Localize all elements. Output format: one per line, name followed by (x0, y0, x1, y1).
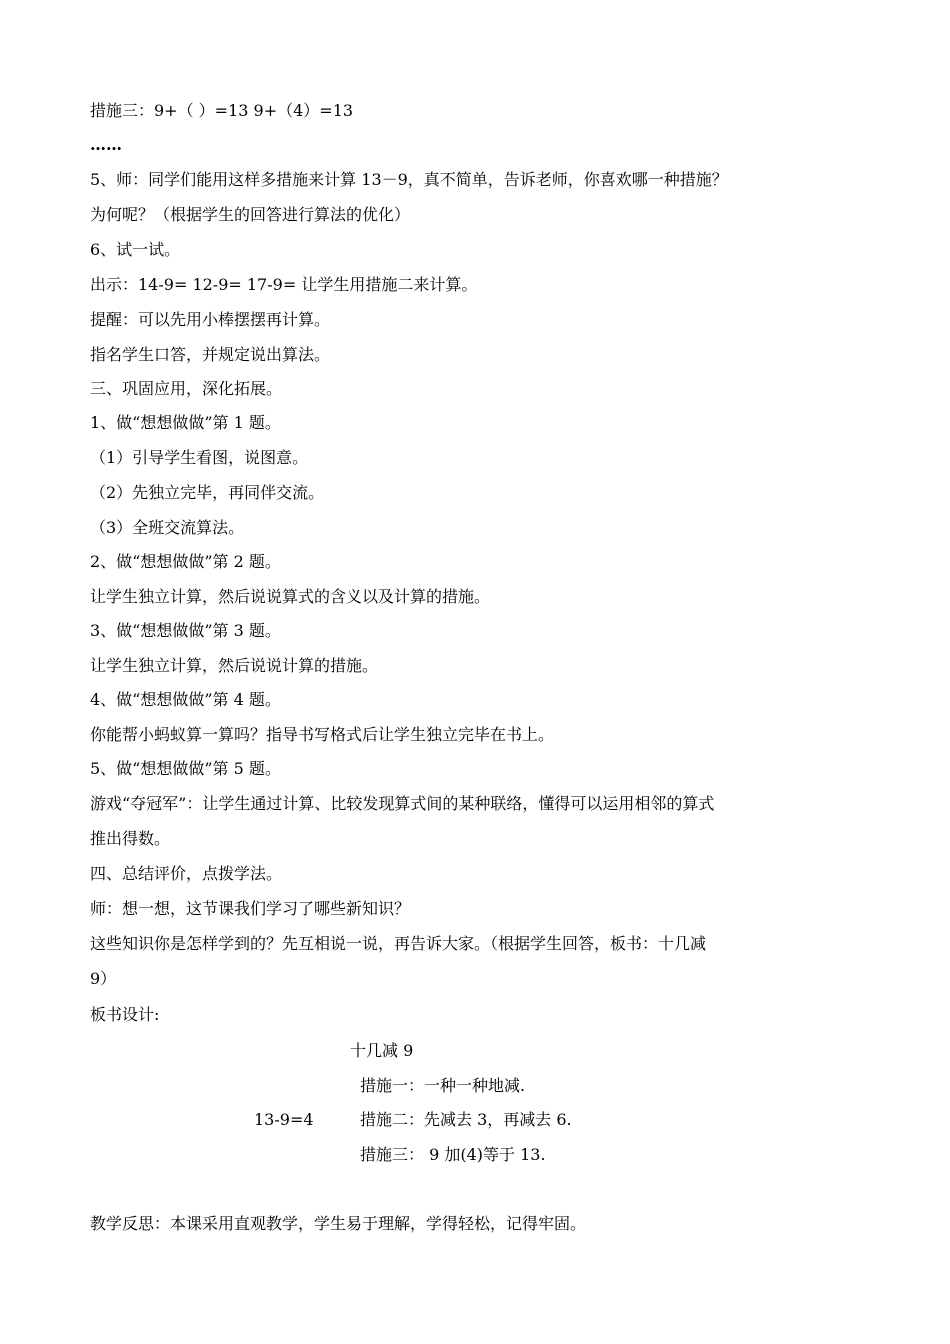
ellipsis-line: …… (90, 135, 122, 154)
sub-item: （2）先独立完毕，再同伴交流。 (90, 483, 325, 502)
section-item: 1、做“想想做做”第 1 题。 (90, 413, 281, 432)
board-title: 十几减 9 (350, 1041, 414, 1060)
section-item: 2、做“想想做做”第 2 题。 (90, 552, 281, 571)
board-design-label: 板书设计: (90, 1005, 160, 1024)
section-item: 6、试一试。 (90, 240, 181, 259)
section-item: 5、做“想想做做”第 5 题。 (90, 759, 281, 778)
board-method-three: 措施三： 9 加(4)等于 13. (360, 1145, 546, 1164)
text-line: 这些知识你是怎样学到的？先互相说一说，再告诉大家。（根据学生回答，板书：十几减 (90, 934, 707, 953)
teaching-reflection: 教学反思：本课采用直观教学，学生易于理解，学得轻松，记得牢固。 (90, 1214, 587, 1233)
board-method-two: 措施二：先减去 3，再减去 6. (360, 1110, 572, 1129)
text-line: 推出得数。 (90, 829, 171, 848)
text-line: 让学生独立计算，然后说说计算的措施。 (90, 656, 379, 675)
sub-item: （3）全班交流算法。 (90, 518, 245, 537)
text-line: 游戏“夺冠军”：让学生通过计算、比较发现算式间的某种联络，懂得可以运用相邻的算式 (90, 794, 715, 813)
text-line: 5、师：同学们能用这样多措施来计算 13－9，真不简单，告诉老师，你喜欢哪一种措施？ (90, 170, 728, 189)
section-heading: 四、总结评价，点拨学法。 (90, 864, 283, 883)
sub-item: （1）引导学生看图，说图意。 (90, 448, 309, 467)
section-item: 4、做“想想做做”第 4 题。 (90, 690, 281, 709)
text-line: 措施三：9+（ ）=13 9+（4）=13 (90, 101, 354, 120)
text-line: 为何呢？（根据学生的回答进行算法的优化） (90, 205, 411, 224)
text-line: 指名学生口答，并规定说出算法。 (90, 345, 331, 364)
text-line: 9） (90, 969, 117, 988)
board-method-one: 措施一：一种一种地减. (360, 1076, 526, 1095)
text-line: 出示：14-9= 12-9= 17-9= 让学生用措施二来计算。 (90, 275, 478, 294)
text-line: 师：想一想，这节课我们学习了哪些新知识？ (90, 899, 411, 918)
text-line: 让学生独立计算，然后说说算式的含义以及计算的措施。 (90, 587, 491, 606)
text-line: 你能帮小蚂蚁算一算吗？指导书写格式后让学生独立完毕在书上。 (90, 725, 555, 744)
section-heading: 三、巩固应用，深化拓展。 (90, 379, 283, 398)
board-equation: 13-9=4 (254, 1110, 314, 1129)
section-item: 3、做“想想做做”第 3 题。 (90, 621, 281, 640)
text-line: 提醒：可以先用小棒摆摆再计算。 (90, 310, 331, 329)
